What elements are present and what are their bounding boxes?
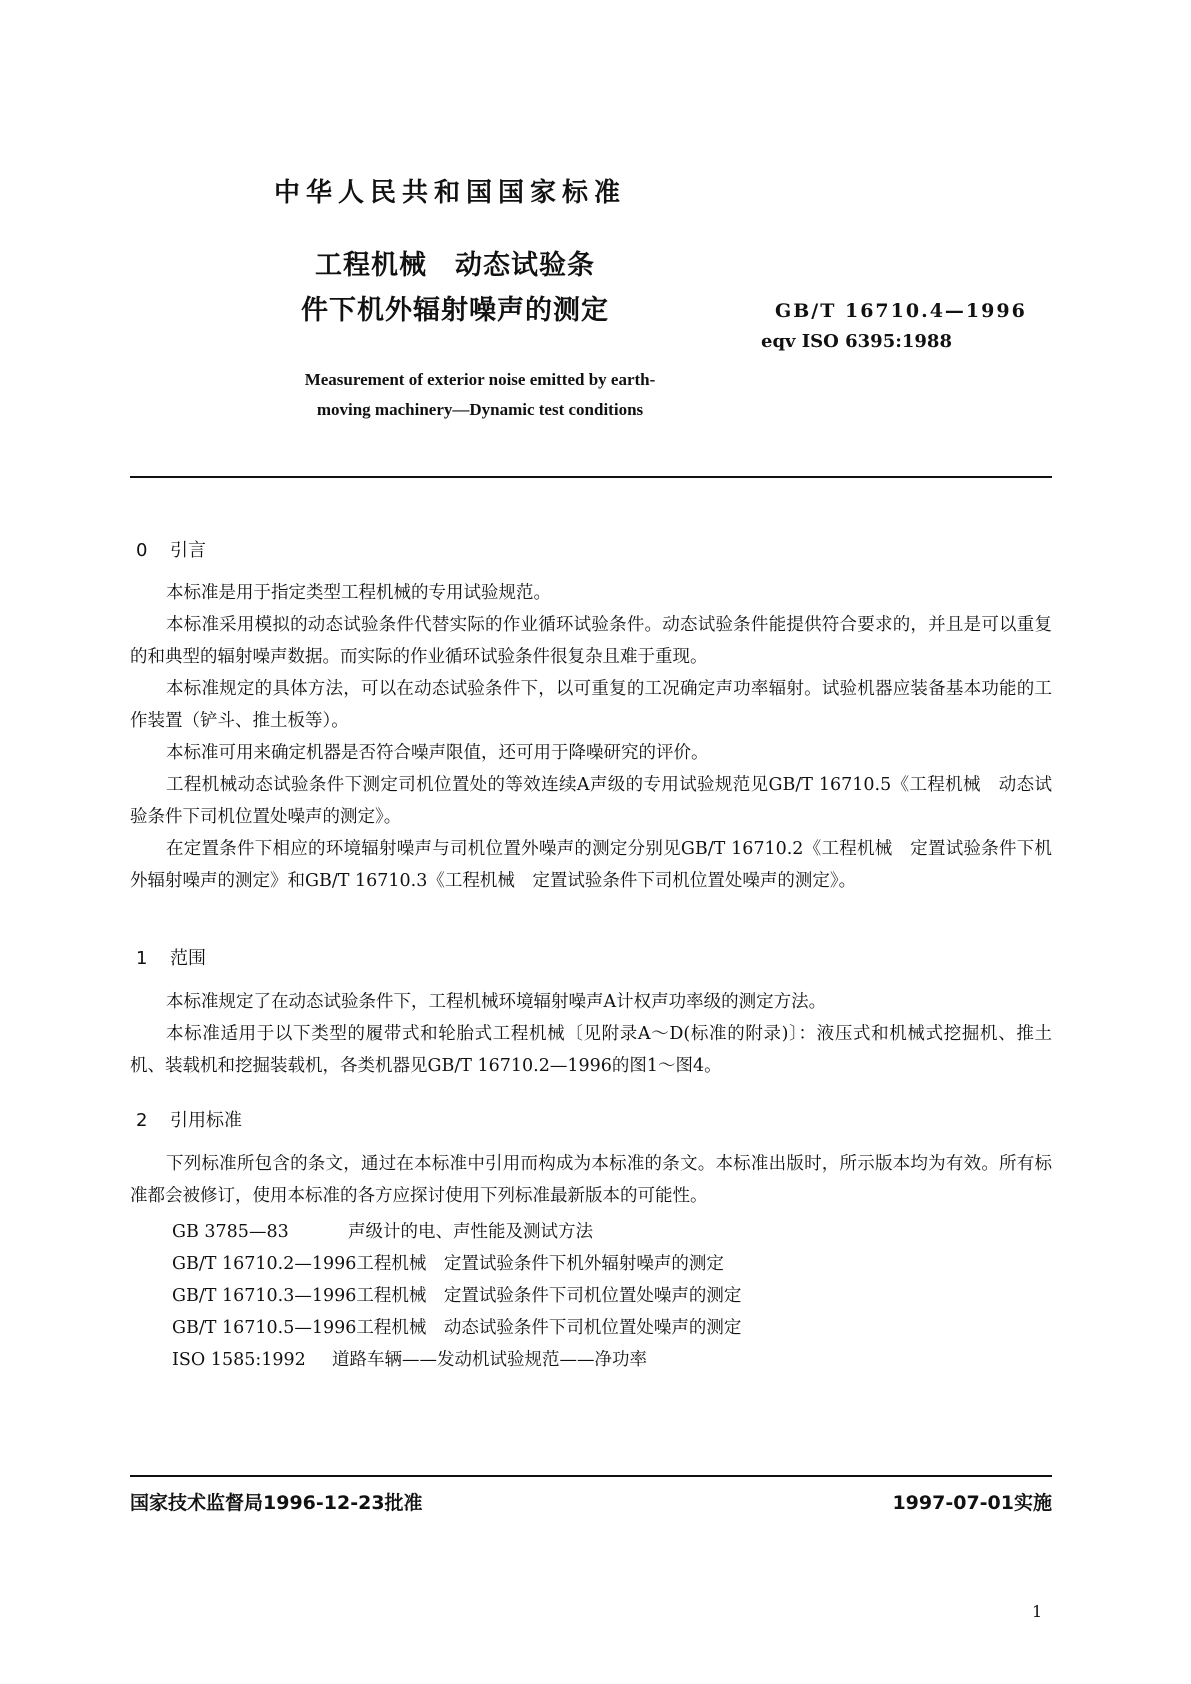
section-title: 引言 [170, 540, 206, 561]
section-title: 范围 [170, 948, 206, 969]
implementation-date: 1997-07-01实施 [892, 1492, 1052, 1514]
reference-title: 声级计的电、声性能及测试方法 [348, 1222, 593, 1242]
equivalent-standard: eqv ISO 6395:1988 [761, 331, 952, 352]
en-title-line1: Measurement of exterior noise emitted by earth- [304, 370, 656, 389]
reference-code: GB/T 16710.3—1996 [172, 1286, 357, 1306]
paragraph: 下列标准所包含的条文，通过在本标准中引用而构成为本标准的条文。本标准出版时，所示版本均为有效。所有标准都会被修订，使用本标准的各方应探讨使用下列标准最新版本的可能性。 [130, 1154, 1052, 1206]
page-number: 1 [1032, 1602, 1043, 1621]
en-title-line2: moving machinery—Dynamic test conditions [316, 400, 644, 419]
footer-rule [130, 1475, 1052, 1477]
paragraph: 工程机械动态试验条件下测定司机位置处的等效连续A声级的专用试验规范见GB/T 16710.5《工程机械 动态试验条件下司机位置处噪声的测定》。 [130, 775, 1052, 827]
section-1-heading [136, 944, 206, 970]
reference-title: 工程机械 定置试验条件下司机位置处噪声的测定 [356, 1286, 742, 1306]
reference-code: GB 3785—83 [172, 1222, 289, 1242]
national-standard-heading: 中华人民共和国国家标准 [273, 178, 626, 208]
section-0-heading [136, 536, 206, 562]
paragraph: 本标准规定了在动态试验条件下，工程机械环境辐射噪声A计权声功率级的测定方法。 [166, 992, 827, 1012]
reference-title: 道路车辆——发动机试验规范——净功率 [332, 1350, 647, 1370]
standard-number: GB/T 16710.4—1996 [775, 300, 1027, 322]
paragraph: 本标准是用于指定类型工程机械的专用试验规范。 [166, 583, 551, 603]
reference-item [172, 1314, 741, 1339]
paragraph: 本标准规定的具体方法，可以在动态试验条件下，以可重复的工况确定声功率辐射。试验机器应装备基本功能的工作装置（铲斗、推土板等）。 [130, 679, 1052, 731]
reference-title: 工程机械 定置试验条件下机外辐射噪声的测定 [356, 1254, 724, 1274]
paragraph: 本标准采用模拟的动态试验条件代替实际的作业循环试验条件。动态试验条件能提供符合要求的，并且是可以重复的和典型的辐射噪声数据。而实际的作业循环试验条件很复杂且难于重现。 [130, 615, 1052, 667]
section-number: 2 [136, 1110, 148, 1131]
reference-code: GB/T 16710.5—1996 [172, 1318, 357, 1338]
section-number: 0 [136, 540, 148, 561]
reference-item [172, 1250, 724, 1275]
paragraph: 本标准可用来确定机器是否符合噪声限值，还可用于降噪研究的评价。 [166, 743, 709, 763]
section-2-heading [136, 1106, 242, 1132]
reference-item [172, 1282, 741, 1307]
section-title: 引用标准 [170, 1110, 242, 1131]
reference-code: ISO 1585:1992 [172, 1350, 306, 1370]
reference-code: GB/T 16710.2—1996 [172, 1254, 357, 1274]
approval-date: 国家技术监督局1996-12-23批准 [130, 1492, 423, 1514]
paragraph: 本标准适用于以下类型的履带式和轮胎式工程机械〔见附录A～D(标准的附录)〕：液压式和机械式挖掘机、推土机、装载机和挖掘装载机，各类机器见GB/T 16710.2—1996的图1～图4。 [130, 1024, 1052, 1076]
reference-item [172, 1346, 647, 1371]
cn-title-line2: 件下机外辐射噪声的测定 [301, 295, 609, 326]
reference-title: 工程机械 动态试验条件下司机位置处噪声的测定 [356, 1318, 742, 1338]
cn-title-line1: 工程机械 动态试验条 [315, 250, 595, 281]
section-number: 1 [136, 948, 148, 969]
header-rule [130, 476, 1052, 478]
paragraph: 在定置条件下相应的环境辐射噪声与司机位置外噪声的测定分别见GB/T 16710.2《工程机械 定置试验条件下机外辐射噪声的测定》和GB/T 16710.3《工程机械 定置试验条件下司机位置处噪声的测定》。 [130, 839, 1052, 891]
reference-item [172, 1218, 593, 1243]
